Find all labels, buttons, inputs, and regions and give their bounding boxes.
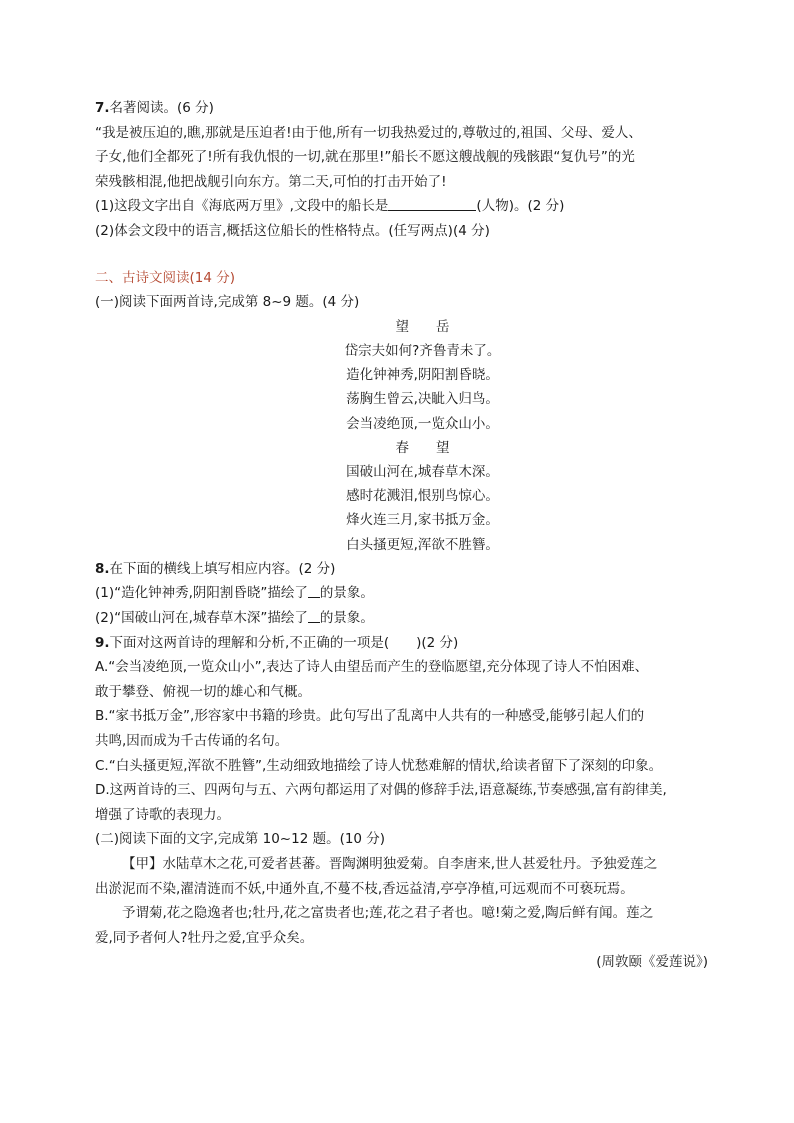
q9-option-a: A.“会当凌绝顶,一览众山小”,表达了诗人由望岳而产生的登临愿望,充分体现了诗人不怕困难、: [95, 659, 649, 676]
q7-title: [95, 96, 710, 121]
question-number: 8.: [95, 560, 110, 577]
question-title: 下面对这两首诗的理解和分析,不正确的一项是( )(2 分): [109, 634, 459, 651]
answer-blank[interactable]: [388, 198, 476, 211]
question-title: 在下面的横线上填写相应内容。(2 分): [109, 560, 336, 577]
subsection-instruction: (一)阅读下面两首诗,完成第 8~9 题。(4 分): [95, 294, 360, 311]
question-number: 7.: [95, 100, 110, 116]
poem-line: 白头搔更短,浑欲不胜簪。: [346, 536, 499, 553]
poem-wangyue: [135, 315, 710, 436]
q7-passage-line: “我是被压迫的,瞧,那就是压迫者!由于他,所有一切我热爱过的,尊敬过的,祖国、父母、爱人、: [95, 124, 642, 141]
poem-chunwang: [135, 436, 710, 557]
poem-line: 烽火连三月,家书抵万金。: [346, 512, 499, 529]
q9-option-d: D.这两首诗的三、四两句与五、六两句都运用了对偶的修辞手法,语意凝练,节奏感强,富有韵律美,: [95, 782, 667, 799]
poem-line: 会当凌绝顶,一览众山小。: [346, 415, 499, 432]
poem-title: 春 望: [395, 439, 450, 456]
answer-blank[interactable]: [308, 585, 320, 598]
q8-item-1: (1)“造化钟神秀,阴阳割昏晓”描绘了 的景象。: [95, 585, 374, 602]
section-heading: 二、古诗文阅读(14 分): [95, 269, 236, 286]
q9-option-d-cont: 增强了诗歌的表现力。: [95, 806, 230, 823]
answer-blank[interactable]: [308, 610, 320, 623]
poem-line: 荡胸生曾云,决眦入归鸟。: [346, 391, 499, 408]
poem-line: 造化钟神秀,阴阳割昏晓。: [346, 367, 499, 384]
subsection-instruction: (二)阅读下面的文字,完成第 10~12 题。(10 分): [95, 831, 386, 848]
classical-passage-line: 出淤泥而不染,濯清涟而不妖,中通外直,不蔓不枝,香远益清,亭亭净植,可远观而不可亵玩焉。: [95, 880, 634, 897]
q8-item-2: (2)“国破山河在,城春草木深”描绘了 的景象。: [95, 609, 374, 626]
question-title: 名著阅读。(6 分): [109, 100, 214, 116]
passage-source: (周敦颐《爱莲说》): [596, 954, 708, 971]
q7-passage-line: 荣残骸相混,他把战舰引向东方。第二天,可怕的打击开始了!: [95, 173, 447, 190]
q9-option-b: B.“家书抵万金”,形容家中书籍的珍贵。此句写出了乱离中人共有的一种感受,能够引起人们的: [95, 708, 645, 725]
classical-passage-line: 【甲】水陆草木之花,可爱者甚蕃。晋陶渊明独爱菊。自李唐来,世人甚爱牡丹。予独爱莲之: [122, 855, 658, 872]
q7-subquestion-2: (2)体会文段中的语言,概括这位船长的性格特点。(任写两点)(4 分): [95, 222, 490, 239]
q8-title: [95, 557, 710, 582]
q7-subquestion-1: (1)这段文字出自《海底两万里》,文段中的船长是 (人物)。(2 分): [95, 198, 565, 215]
q9-option-b-cont: 共鸣,因而成为千古传诵的名句。: [95, 732, 289, 749]
q9-option-a-cont: 敢于攀登、俯视一切的雄心和气概。: [95, 683, 311, 700]
poem-line: 国破山河在,城春草木深。: [346, 463, 499, 480]
classical-passage-line: 爱,同予者何人?牡丹之爱,宜乎众矣。: [95, 929, 314, 946]
question-number: 9.: [95, 634, 110, 651]
q9-option-c: C.“白头搔更短,浑欲不胜簪”,生动细致地描绘了诗人忧愁难解的情状,给读者留下了深刻的印象。: [95, 757, 663, 774]
poem-line: 岱宗夫如何?齐鲁青未了。: [344, 342, 501, 359]
poem-line: 感时花溅泪,恨别鸟惊心。: [346, 488, 499, 505]
classical-passage-line: 予谓菊,花之隐逸者也;牡丹,花之富贵者也;莲,花之君子者也。噫!菊之爱,陶后鲜有闻。莲之: [122, 905, 654, 922]
poem-title: 望 岳: [395, 318, 450, 335]
q7-passage-line: 子女,他们全都死了!所有我仇恨的一切,就在那里!”船长不愿这艘战舰的残骸跟“复仇号”的光: [95, 149, 635, 166]
exam-page: [95, 96, 710, 975]
q9-title: [95, 631, 710, 656]
